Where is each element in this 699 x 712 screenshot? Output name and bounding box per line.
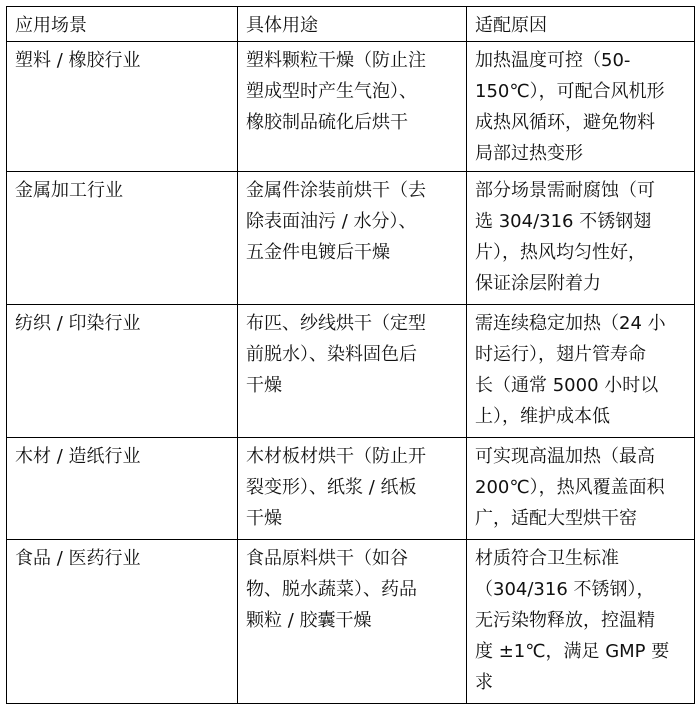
cell-usage: 木材板材烘干（防止开 裂变形）、纸浆 / 纸板 干燥 xyxy=(238,438,467,540)
application-table xyxy=(6,6,695,704)
cell-scenario: 食品 / 医药行业 xyxy=(7,540,238,704)
cell-usage: 食品原料烘干（如谷 物、脱水蔬菜）、药品 颗粒 / 胶囊干燥 xyxy=(238,540,467,704)
column-header-reason: 适配原因 xyxy=(467,7,695,42)
cell-scenario: 塑料 / 橡胶行业 xyxy=(7,42,238,172)
column-header-scenario: 应用场景 xyxy=(7,7,238,42)
cell-scenario: 木材 / 造纸行业 xyxy=(7,438,238,540)
cell-usage: 金属件涂装前烘干（去 除表面油污 / 水分）、 五金件电镀后干燥 xyxy=(238,172,467,305)
table-row xyxy=(7,42,695,172)
cell-usage: 塑料颗粒干燥（防止注 塑成型时产生气泡）、 橡胶制品硫化后烘干 xyxy=(238,42,467,172)
cell-reason: 加热温度可控（50- 150℃），可配合风机形 成热风循环，避免物料 局部过热变形 xyxy=(467,42,695,172)
table-row xyxy=(7,172,695,305)
cell-reason: 材质符合卫生标准 （304/316 不锈钢）， 无污染物释放，控温精 度 ±1℃，满足 GMP 要 求 xyxy=(467,540,695,704)
cell-usage: 布匹、纱线烘干（定型 前脱水）、染料固色后 干燥 xyxy=(238,305,467,438)
table-row xyxy=(7,305,695,438)
table-row xyxy=(7,438,695,540)
cell-reason: 部分场景需耐腐蚀（可 选 304/316 不锈钢翅 片），热风均匀性好， 保证涂层附着力 xyxy=(467,172,695,305)
cell-reason: 需连续稳定加热（24 小 时运行），翅片管寿命 长（通常 5000 小时以 上），维护成本低 xyxy=(467,305,695,438)
column-header-usage: 具体用途 xyxy=(238,7,467,42)
cell-scenario: 纺织 / 印染行业 xyxy=(7,305,238,438)
cell-scenario: 金属加工行业 xyxy=(7,172,238,305)
cell-reason: 可实现高温加热（最高 200℃），热风覆盖面积 广，适配大型烘干窑 xyxy=(467,438,695,540)
table-header-row xyxy=(7,7,695,42)
table-row xyxy=(7,540,695,704)
